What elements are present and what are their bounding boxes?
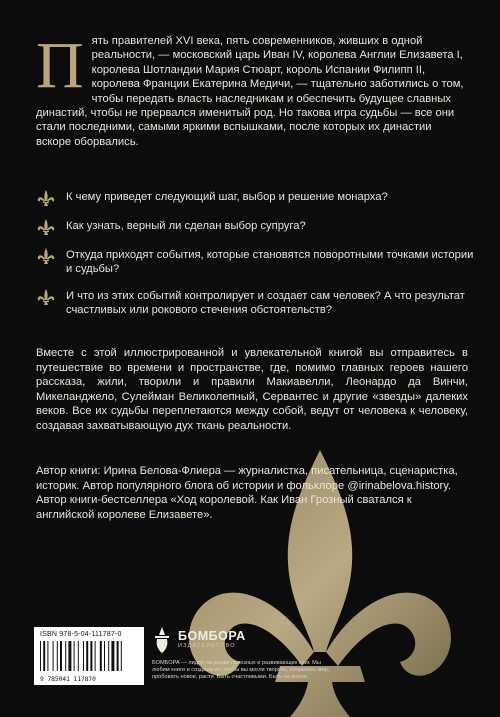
fleur-de-lis-icon xyxy=(36,288,56,306)
barcode-bar xyxy=(104,641,105,671)
barcode-bar xyxy=(95,641,96,671)
question-text: Откуда приходят события, которые становятся поворотными точками истории и судьбы? xyxy=(66,249,474,276)
publisher-logo xyxy=(152,627,312,653)
barcode-bar xyxy=(117,641,119,671)
author-paragraph: Автор книги: Ирина Белова-Флиера — журналистка, писательница, сценаристка, историк. Автор популярного блога об истории и фольклоре @irinabelova.history. Автор книги-бестселлера «Ход королевой. Как Иван Грозный сватался к английской королеве Елизавете». xyxy=(36,465,458,521)
barcode-bar xyxy=(53,641,54,671)
isbn-text: ISBN 978-5-04-111787-0 xyxy=(40,631,122,638)
barcode-bar xyxy=(43,641,45,671)
barcode-bar xyxy=(40,641,41,671)
barcode-number: 9 785041 117870 xyxy=(40,676,96,683)
barcode-bar xyxy=(121,641,122,671)
question-list xyxy=(36,190,476,330)
list-item xyxy=(36,190,476,207)
barcode-bar xyxy=(74,641,75,671)
barcode-bar xyxy=(60,641,62,671)
barcode-bar xyxy=(83,641,84,671)
barcode-bar xyxy=(100,641,102,671)
intro-paragraph xyxy=(36,29,468,149)
barcode-bar xyxy=(86,641,88,671)
barcode-bar xyxy=(47,641,48,671)
description-paragraph: Вместе с этой иллюстрированной и увлекательной книгой вы отправитесь в путешествие во времени и пространстве, где, помимо главных героев нашего рассказа, жили, творили и правили Макиавелли, Леонардо да Винчи, Микеланджело, Сулейман Великолепный, Сервантес и другие «звезды» далеких веков. Все их судьбы переплетаются между собой, ведут от человека к человеку, создавая захватывающую дух ткань реальности. xyxy=(36,347,468,432)
question-text: Как узнать, верный ли сделан выбор супруга? xyxy=(66,220,306,232)
publisher-name: БОМБОРА xyxy=(178,629,246,643)
list-item xyxy=(36,248,476,277)
list-item xyxy=(36,219,476,236)
barcode-bar xyxy=(68,641,71,671)
publisher-description: БОМБОРА — лидер на рынке полезных и развивающих книг. Мы любим книги и создаем их, чтобы вы могли творить, открывать мир, пробовать новое, расти. Быть счастливыми. Быть на волне. xyxy=(152,660,330,680)
publisher-subtitle: ИЗДАТЕЛЬСТВО xyxy=(178,643,236,649)
fleur-de-lis-icon xyxy=(36,247,56,265)
fleur-de-lis-icon xyxy=(36,189,56,207)
barcode-bar xyxy=(111,641,114,671)
drop-cap: П xyxy=(36,29,84,102)
bombora-icon xyxy=(152,627,172,653)
barcode-block xyxy=(34,627,144,685)
question-text: И что из этих событий контролирует и создает сам человек? А что результат счастливых или рокового стечения обстоятельств? xyxy=(66,289,465,317)
barcode-bar xyxy=(108,641,109,671)
intro-text: ять правителей XVI века, пять современников, живших в одной реальности, — московский царь Иван IV, королева Англии Елизавета I, королева Шотландии Мария Стюарт, король Испании Филипп II, королева Франции Екатерина Медичи, — тщательно заботились о том, чтобы передать власть наследникам и обеспечить будущее славных династий, чтобы не прервался именитый род. Но такова игра судьбы — все они стали последними, самыми яркими вспышками, после которых их династии вскоре оборвались. xyxy=(36,35,464,148)
barcode-bar xyxy=(57,641,58,671)
question-text: К чему приведет следующий шаг, выбор и решение монарха? xyxy=(66,191,388,203)
barcode-bar xyxy=(78,641,79,671)
fleur-de-lis-icon xyxy=(36,218,56,236)
barcode-bar xyxy=(90,641,92,671)
list-item xyxy=(36,289,476,318)
barcode-bar xyxy=(65,641,66,671)
barcode xyxy=(40,641,138,671)
